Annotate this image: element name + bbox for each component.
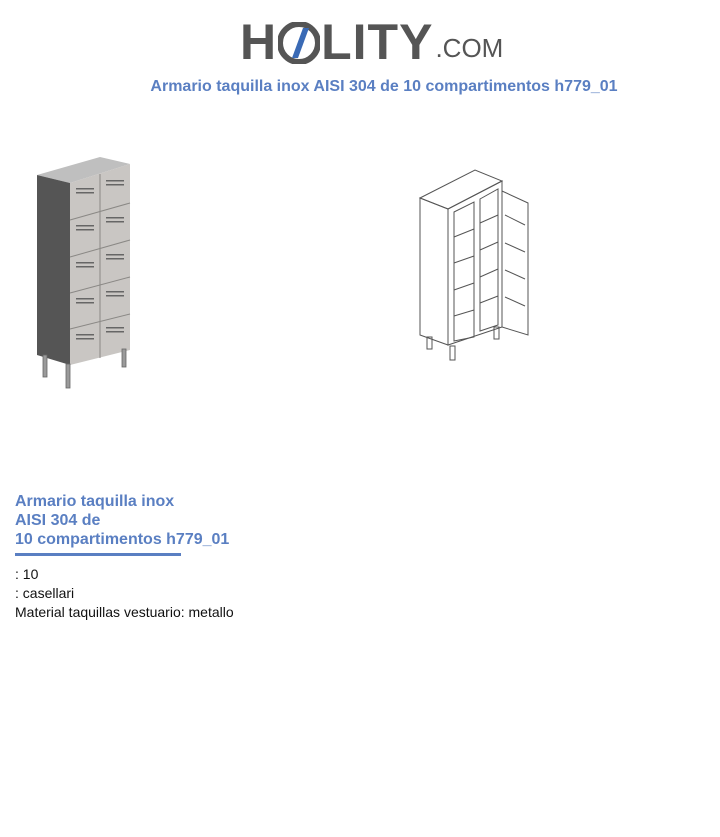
logo-letter-h: H xyxy=(240,14,278,70)
site-logo[interactable] xyxy=(240,10,503,70)
spec-compartments: : 10 xyxy=(15,566,39,582)
product-title-line: 10 compartimentos h779_01 xyxy=(15,531,230,548)
product-photo-image[interactable] xyxy=(30,150,140,395)
spec-type: : casellari xyxy=(15,585,75,601)
product-drawing-image[interactable] xyxy=(410,165,540,365)
product-specs xyxy=(15,565,234,622)
product-title-line: Armario taquilla inox xyxy=(15,493,175,510)
page-title: Armario taquilla inox AISI 304 de 10 compartimentos h779_01 xyxy=(150,78,618,95)
logo-letters-lity: LITY xyxy=(321,14,434,70)
product-title-line: AISI 304 de xyxy=(15,512,101,529)
logo-wordmark xyxy=(240,14,433,70)
logo-domain-suffix: .COM xyxy=(435,33,504,63)
spec-material: Material taquillas vestuario: metallo xyxy=(15,604,234,620)
product-title xyxy=(15,492,275,549)
title-underline xyxy=(15,553,181,556)
logo-o-icon xyxy=(278,22,320,64)
